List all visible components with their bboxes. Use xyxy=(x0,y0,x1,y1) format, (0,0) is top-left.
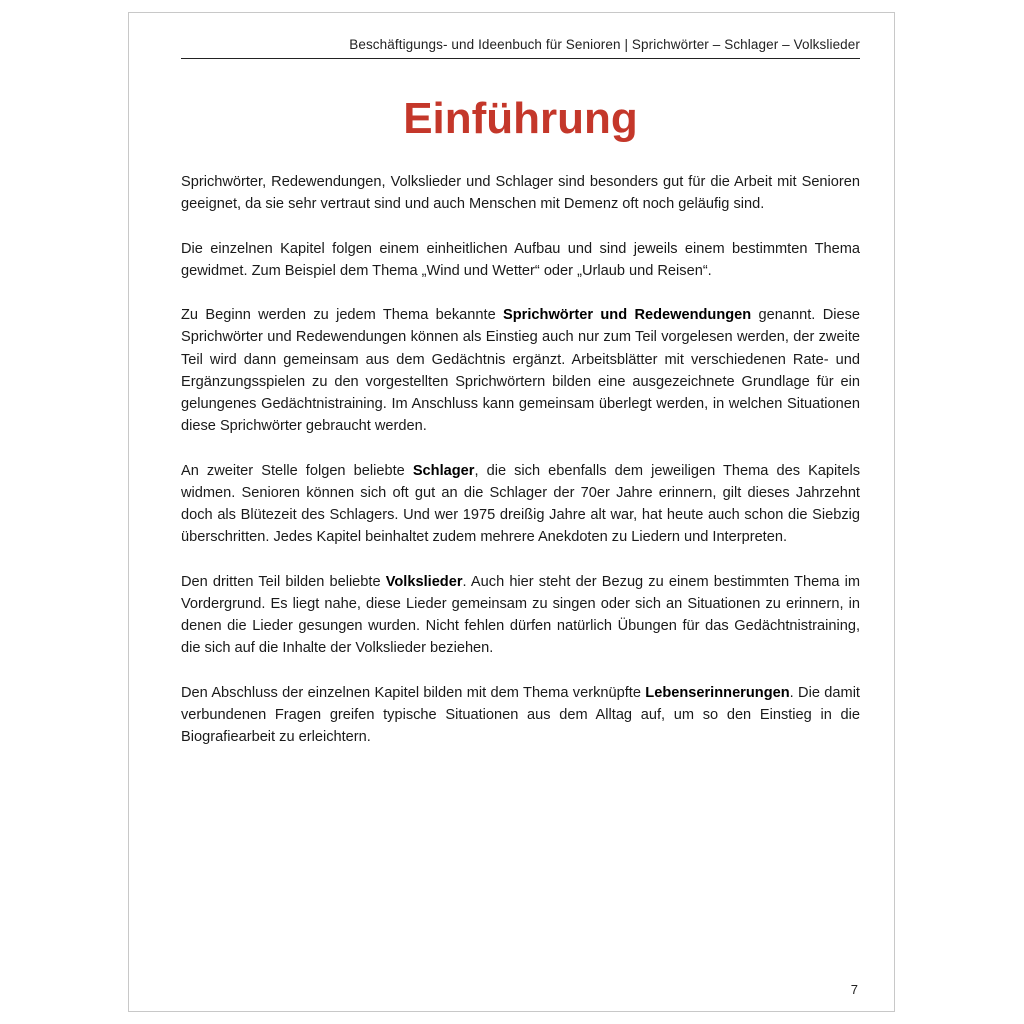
paragraph-intro: Sprichwörter, Redewendungen, Volkslieder und Schlager sind besonders gut für die Arbeit mit Senioren geeignet, da sie sehr vertraut sind und auch Menschen mit Demenz oft noch geläufig sind. xyxy=(181,174,860,213)
paragraph-text: An zweiter Stelle folgen beliebte xyxy=(181,462,413,479)
paragraph-text: Den Abschluss der einzelnen Kapitel bilden mit dem Thema verknüpfte xyxy=(181,684,646,701)
paragraph-sprichwoerter xyxy=(181,304,860,437)
bold-term-lebenserinnerungen: Lebenserinnerungen xyxy=(645,684,790,701)
bold-term-volkslieder: Volkslieder xyxy=(385,573,463,590)
bold-term-schlager: Schlager xyxy=(412,462,475,479)
paragraph-text: Den dritten Teil bilden beliebte xyxy=(181,573,386,590)
paragraph-schlager xyxy=(181,460,860,549)
page-number: 7 xyxy=(850,982,858,997)
running-header: Beschäftigungs- und Ideenbuch für Senioren | Sprichwörter – Schlager – Volkslieder xyxy=(349,37,860,52)
paragraph-text: . Auch hier steht der Bezug zu einem bestimmten Thema im Vordergrund. Es liegt nahe, diese Lieder gemeinsam zu singen oder sich an Situationen zu erinnern, in denen die Lieder gesungen wurden. Nicht fehlen dürfen natürlich Übungen für das Gedächtnistraining, die sich auf die Inhalte der Volkslieder beziehen. xyxy=(181,573,861,657)
paragraph-text: Zu Beginn werden zu jedem Thema bekannte xyxy=(181,307,504,324)
header-divider xyxy=(181,58,860,59)
chapter-title: Einführung xyxy=(403,94,638,143)
paragraph-text: , die sich ebenfalls dem jeweiligen Thema des Kapitels widmen. Senioren können sich oft gut an die Schlager der 70er Jahre erinnern, gilt dieses Jahrzehnt doch als Blütezeit des Schlagers. Und wer 1975 dreißig Jahre alt war, hat heute auch schon die Siebzig überschritten. Jedes Kapitel beinhaltet zudem mehrere Anekdoten zu Liedern und Interpreten. xyxy=(181,462,860,546)
paragraph-text: . Die damit verbundenen Fragen greifen typische Situationen aus dem Alltag auf, um so den Einstieg in die Biografiearbeit zu erleichtern. xyxy=(181,684,860,745)
paragraph-text: genannt. Diese Sprichwörter und Redewendungen können als Einstieg auch nur zum Teil vorgelesen werden, der zweite Teil wird dann gemeinsam aus dem Gedächtnis ergänzt. Arbeitsblätter mit verschiedenen Rate- und Ergänzungsspielen zu den vorgestellten Sprichwörtern bilden eine ausgezeichnete Grundlage für ein gelungenes Gedächtnistraining. Im Anschluss kann gemeinsam überlegt werden, in welchen Situationen diese Sprichwörter gebraucht werden. xyxy=(181,307,861,435)
paragraph-structure: Die einzelnen Kapitel folgen einem einheitlichen Aufbau und sind jeweils einem bestimmten Thema gewidmet. Zum Beispiel dem Thema „Wind und Wetter“ oder „Urlaub und Reisen“. xyxy=(181,240,860,279)
bold-term-sprichwoerter: Sprichwörter und Redewendungen xyxy=(503,307,752,324)
body-text xyxy=(181,171,860,770)
book-page xyxy=(128,12,895,1012)
paragraph-lebenserinnerungen xyxy=(181,682,860,749)
paragraph-volkslieder xyxy=(181,571,860,660)
